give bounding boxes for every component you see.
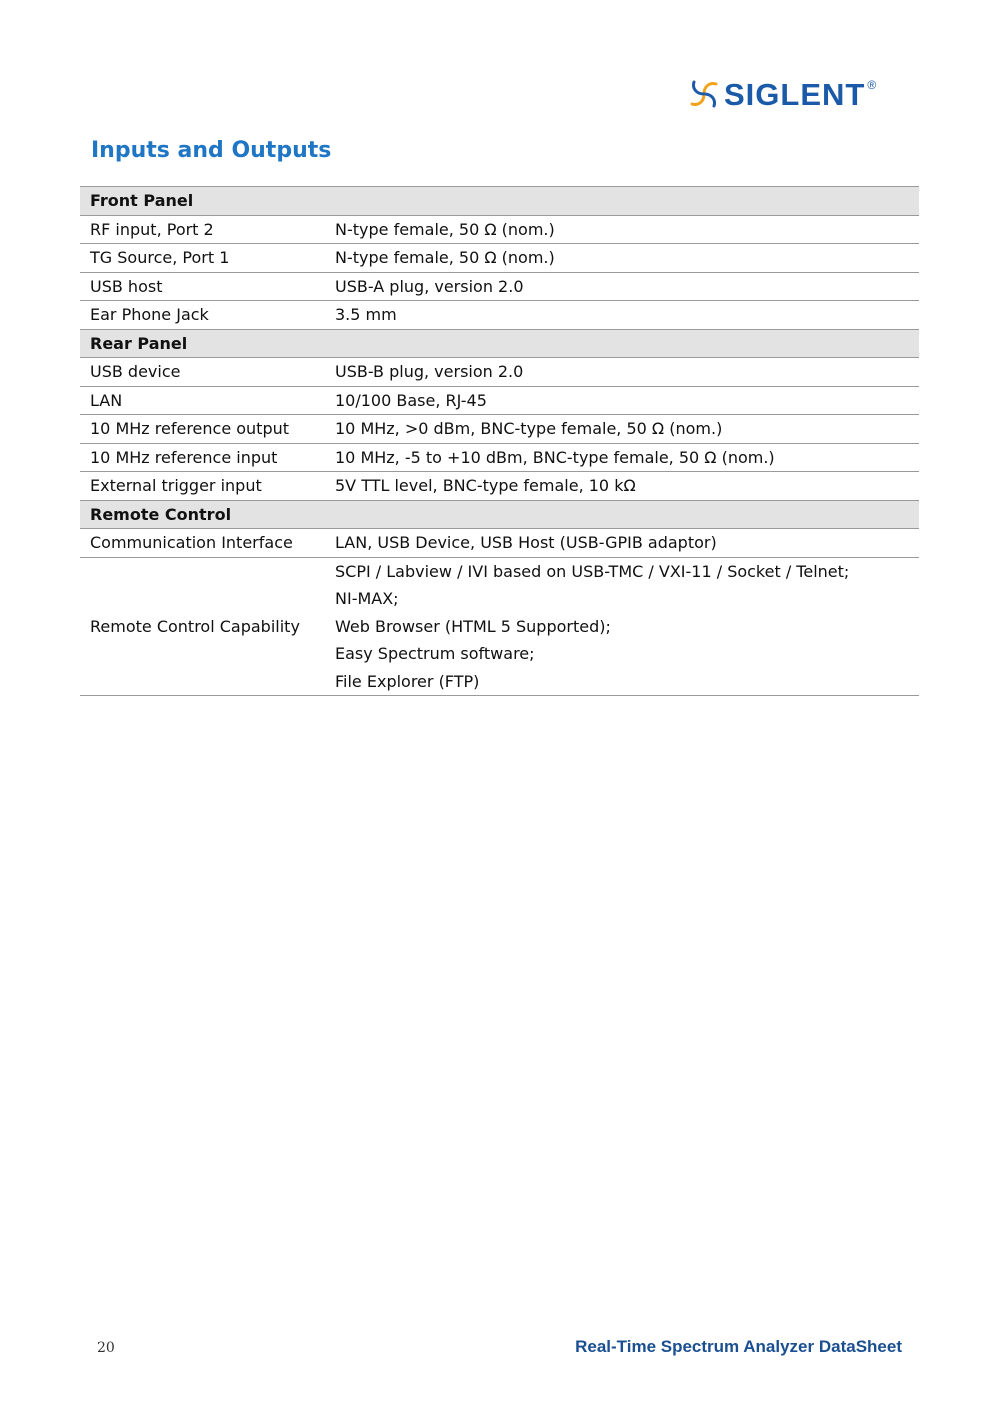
table-row (80, 443, 919, 472)
table-row (80, 358, 919, 387)
section-header-row (80, 329, 919, 358)
spec-value-multiline (325, 557, 919, 696)
table-row (80, 244, 919, 273)
table-row (80, 272, 919, 301)
section-heading: Remote Control (80, 500, 919, 529)
spec-label: USB host (80, 272, 325, 301)
section-heading: Rear Panel (80, 329, 919, 358)
spec-value-line: SCPI / Labview / IVI based on USB-TMC / VXI-11 / Socket / Telnet; (335, 561, 850, 581)
spec-value: 3.5 mm (325, 301, 919, 330)
table-row (80, 557, 919, 696)
section-header-row (80, 500, 919, 529)
spec-label: External trigger input (80, 472, 325, 501)
table-row (80, 472, 919, 501)
spec-value-line: NI-MAX; (335, 589, 399, 608)
logo-wordmark: SIGLENT (724, 76, 866, 112)
spec-label: 10 MHz reference input (80, 443, 325, 472)
page-number: 20 (97, 1340, 115, 1356)
spec-value-line: Web Browser (HTML 5 Supported); (335, 616, 611, 636)
spec-value: 10 MHz, >0 dBm, BNC-type female, 50 Ω (nom.) (325, 415, 919, 444)
spec-label: Ear Phone Jack (80, 301, 325, 330)
page-title: Inputs and Outputs (91, 138, 332, 163)
spec-value: USB-B plug, version 2.0 (325, 358, 919, 387)
spec-value-line: Easy Spectrum software; (335, 644, 535, 663)
table-row (80, 301, 919, 330)
spec-value: 5V TTL level, BNC-type female, 10 kΩ (325, 472, 919, 501)
spec-value: N-type female, 50 Ω (nom.) (325, 215, 919, 244)
spec-value-line: File Explorer (FTP) (335, 671, 480, 691)
spec-label: USB device (80, 358, 325, 387)
table-row (80, 386, 919, 415)
spec-label: TG Source, Port 1 (80, 244, 325, 273)
table-row (80, 529, 919, 558)
spec-label: RF input, Port 2 (80, 215, 325, 244)
spec-table (80, 186, 919, 696)
section-header-row (80, 187, 919, 216)
spec-label: LAN (80, 386, 325, 415)
siglent-swirl-icon (688, 78, 720, 110)
spec-value: LAN, USB Device, USB Host (USB-GPIB adaptor) (325, 529, 919, 558)
spec-label: Remote Control Capability (80, 557, 325, 696)
siglent-logo (688, 74, 876, 114)
spec-value: 10 MHz, -5 to +10 dBm, BNC-type female, 50 Ω (nom.) (325, 443, 919, 472)
spec-label: Communication Interface (80, 529, 325, 558)
section-heading: Front Panel (80, 187, 919, 216)
spec-label: 10 MHz reference output (80, 415, 325, 444)
spec-value: 10/100 Base, RJ-45 (325, 386, 919, 415)
footer-doc-title: Real-Time Spectrum Analyzer DataSheet (575, 1337, 902, 1356)
spec-value: N-type female, 50 Ω (nom.) (325, 244, 919, 273)
registered-mark: ® (867, 78, 877, 92)
table-row (80, 215, 919, 244)
spec-value: USB-A plug, version 2.0 (325, 272, 919, 301)
table-row (80, 415, 919, 444)
